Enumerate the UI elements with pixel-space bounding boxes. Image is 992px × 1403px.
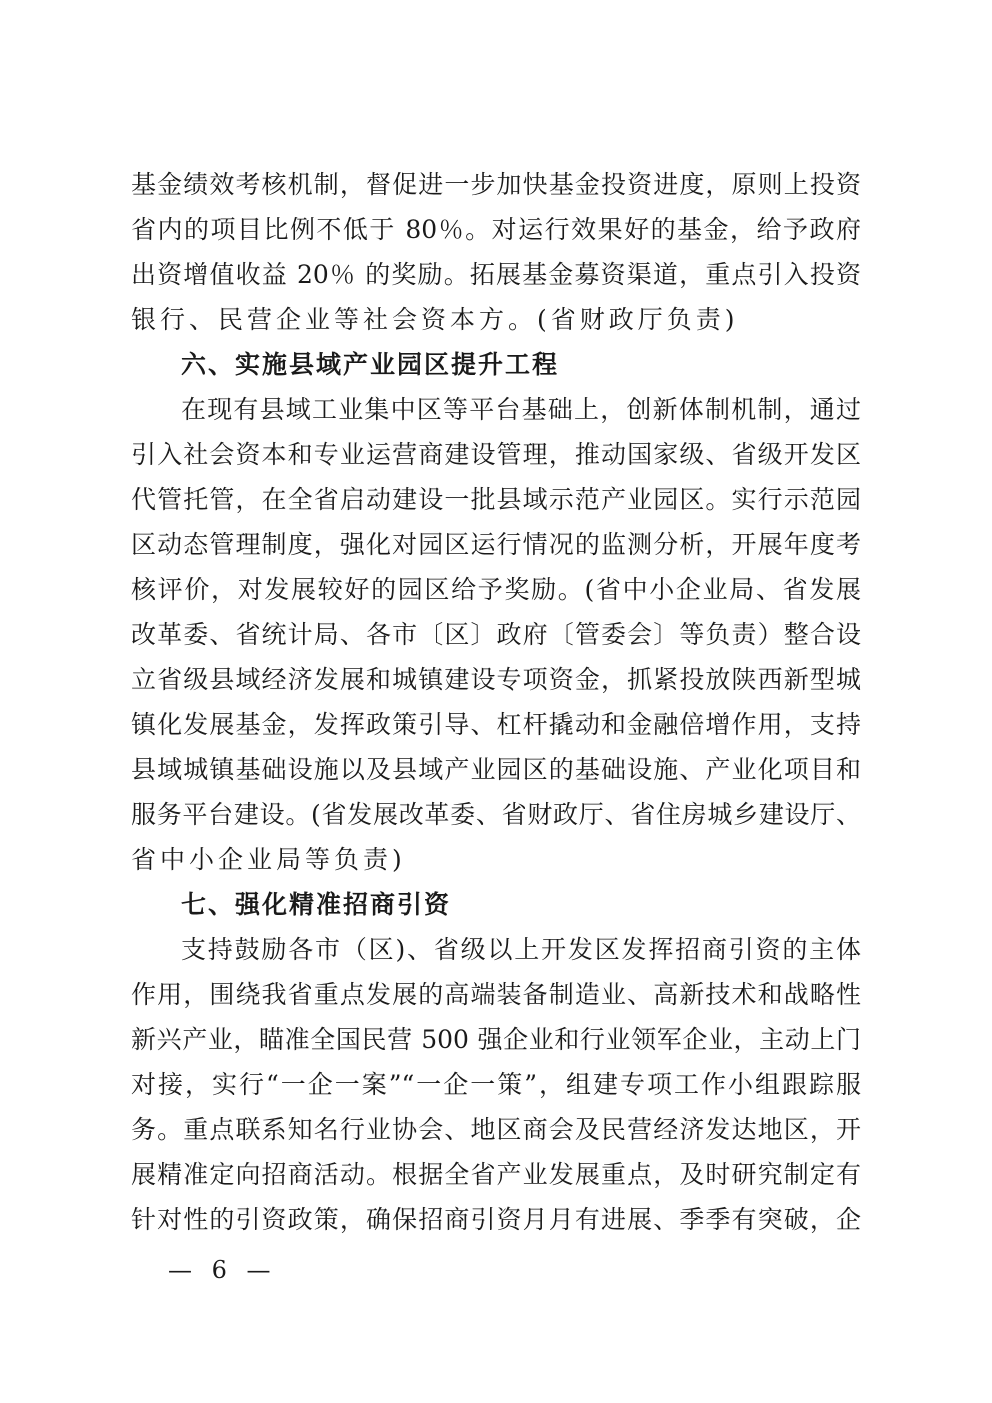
paragraph-line: 支持鼓励各市（区)、省级以上开发区发挥招商引资的主体 (181, 935, 861, 964)
paragraph-line: 服务平台建设。(省发展改革委、省财政厅、省住房城乡建设厅、 (131, 800, 861, 829)
paragraph-line: 作用，围绕我省重点发展的高端装备制造业、高新技术和战略性 (131, 980, 861, 1009)
paragraph-line: 代管托管，在全省启动建设一批县域示范产业园区。实行示范园 (131, 485, 861, 514)
paragraph-line: 基金绩效考核机制，督促进一步加快基金投资进度，原则上投资 (131, 170, 861, 199)
paragraph-line: 对接，实行“一企一案”“一企一策”，组建专项工作小组跟踪服 (131, 1070, 861, 1099)
paragraph-line: 立省级县域经济发展和城镇建设专项资金，抓紧投放陕西新型城 (131, 665, 861, 694)
paragraph-line: 县域城镇基础设施以及县域产业园区的基础设施、产业化项目和 (131, 755, 861, 784)
paragraph-line: 区动态管理制度，强化对园区运行情况的监测分析，开展年度考 (131, 530, 861, 559)
paragraph-line: 核评价，对发展较好的园区给予奖励。(省中小企业局、省发展 (131, 575, 861, 604)
section-heading-7: 七、强化精准招商引资 (181, 890, 452, 919)
paragraph-line: 改革委、省统计局、各市〔区〕政府〔管委会〕等负责）整合设 (131, 620, 861, 649)
page-number: — 6 — (168, 1256, 277, 1284)
paragraph-line: 引入社会资本和专业运营商建设管理，推动国家级、省级开发区 (131, 440, 861, 469)
paragraph-line: 新兴产业，瞄准全国民营 500 强企业和行业领军企业，主动上门 (131, 1025, 861, 1054)
paragraph-line: 务。重点联系知名行业协会、地区商会及民营经济发达地区，开 (131, 1115, 861, 1144)
paragraph-line: 镇化发展基金，发挥政策引导、杠杆撬动和金融倍增作用，支持 (131, 710, 861, 739)
paragraph-line: 在现有县域工业集中区等平台基础上，创新体制机制，通过 (181, 395, 861, 424)
paragraph-line: 省中小企业局等负责) (131, 845, 406, 874)
paragraph-line: 银行、民营企业等社会资本方。(省财政厅负责) (131, 305, 739, 334)
paragraph-line: 出资增值收益 20％ 的奖励。拓展基金募资渠道，重点引入投资 (131, 260, 861, 289)
paragraph-line: 省内的项目比例不低于 80％。对运行效果好的基金，给予政府 (131, 215, 861, 244)
paragraph-line: 针对性的引资政策，确保招商引资月月有进展、季季有突破，企 (131, 1205, 861, 1234)
section-heading-6: 六、实施县域产业园区提升工程 (181, 350, 560, 379)
paragraph-line: 展精准定向招商活动。根据全省产业发展重点，及时研究制定有 (131, 1160, 861, 1189)
